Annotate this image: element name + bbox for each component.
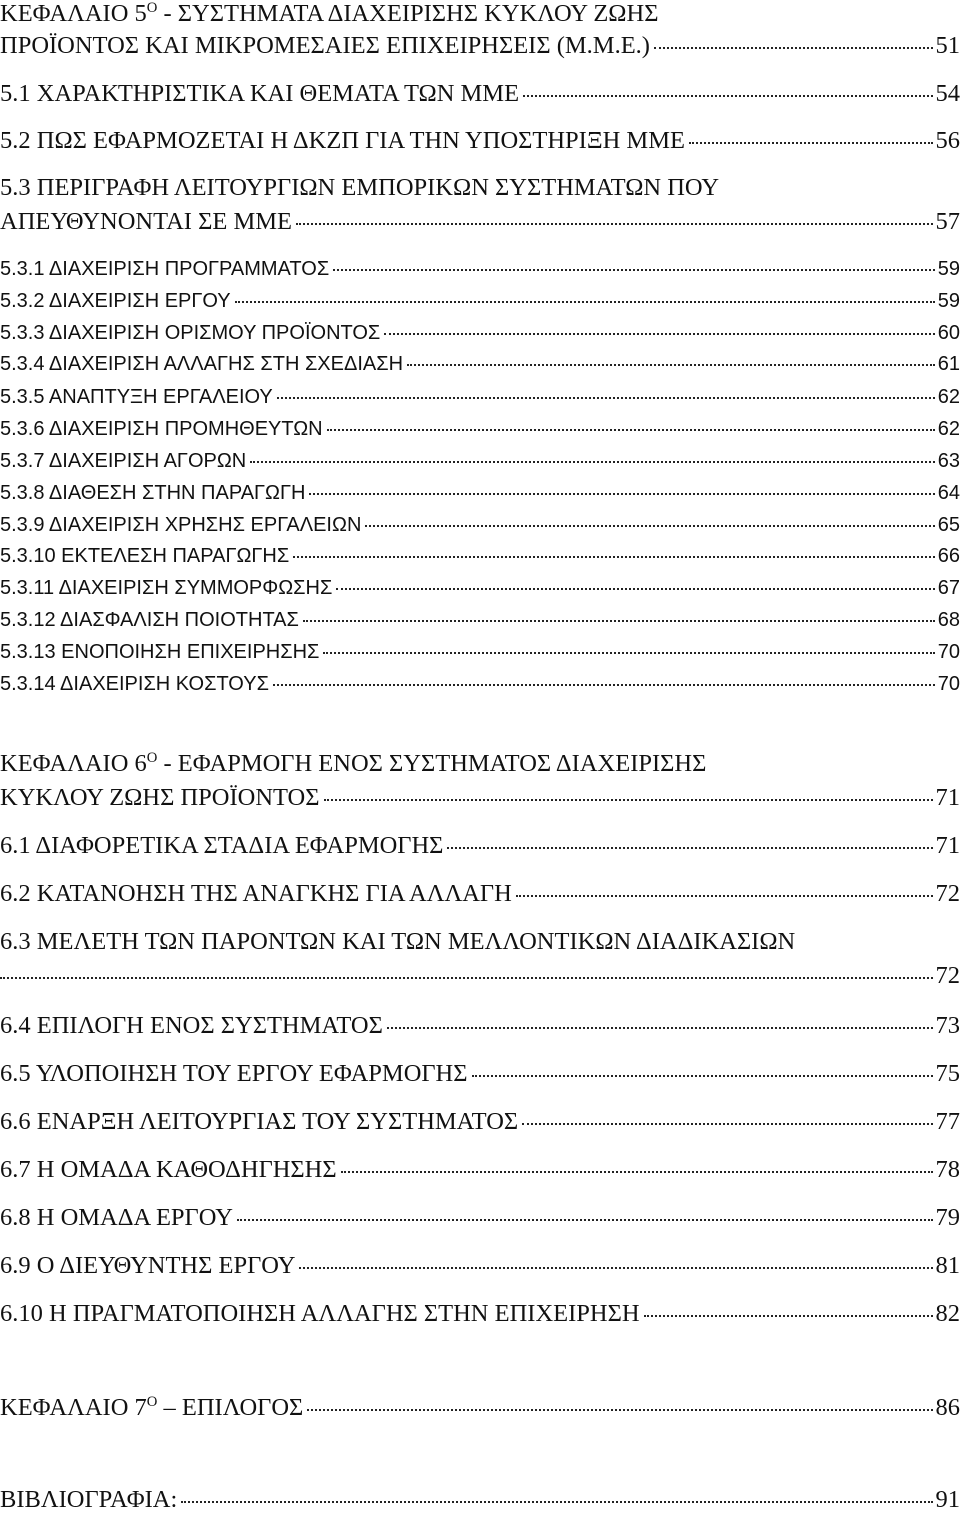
entry-title: 6.2 ΚΑΤΑΝΟΗΣΗ ΤΗΣ ΑΝΑΓΚΗΣ ΓΙΑ ΑΛΛΑΓΗ (0, 880, 512, 907)
toc-entry-6-2[interactable] (0, 880, 960, 908)
dot-leader (250, 461, 935, 463)
page-number: 67 (937, 577, 960, 599)
entry-title: 5.1 ΧΑΡΑΚΤΗΡΙΣΤΙΚΑ ΚΑΙ ΘΕΜΑΤΑ ΤΩΝ ΜΜΕ (0, 80, 520, 107)
page-number: 91 (935, 1486, 960, 1513)
entry-title: 5.3.8 ΔΙΑΘΕΣΗ ΣΤΗΝ ΠΑΡΑΓΩΓΗ (0, 482, 306, 504)
dot-leader (237, 1219, 933, 1221)
entry-title: 5.3.4 ΔΙΑΧΕΙΡΙΣΗ ΑΛΛΑΓΗΣ ΣΤΗ ΣΧΕΔΙΑΣΗ (0, 353, 404, 375)
entry-title: 5.3.11 ΔΙΑΧΕΙΡΙΣΗ ΣΥΜΜΟΡΦΩΣΗΣ (0, 577, 333, 599)
page-number: 78 (935, 1156, 960, 1183)
toc-entry-5-3-10[interactable] (0, 545, 960, 568)
entry-title: 5.3.7 ΔΙΑΧΕΙΡΙΣΗ ΑΓΟΡΩΝ (0, 450, 247, 472)
page-number: 57 (935, 208, 960, 235)
dot-leader (516, 895, 933, 897)
dot-leader (273, 684, 935, 686)
page-number: 59 (937, 258, 960, 280)
dot-leader (336, 588, 934, 590)
toc-entry-6-3-line2[interactable] (0, 962, 960, 990)
dot-leader (307, 1409, 932, 1411)
bibliography-entry[interactable] (0, 1486, 960, 1514)
entry-title: 6.7 Η ΟΜΑΔΑ ΚΑΘΟΔΗΓΗΣΗΣ (0, 1156, 337, 1183)
page-number: 71 (935, 784, 960, 811)
toc-entry-5-3-line1[interactable] (0, 174, 960, 202)
entry-title: 5.3.5 ΑΝΑΠΤΥΞΗ ΕΡΓΑΛΕΙΟΥ (0, 386, 273, 408)
entry-title: 6.6 ΕΝΑΡΞΗ ΛΕΙΤΟΥΡΓΙΑΣ ΤΟΥ ΣΥΣΤΗΜΑΤΟΣ (0, 1108, 519, 1135)
entry-title: 5.3 ΠΕΡΙΓΡΑΦΗ ΛΕΙΤΟΥΡΓΙΩΝ ΕΜΠΟΡΙΚΩΝ ΣΥΣΤΗΜΑΤΩΝ ΠΟΥ (0, 174, 720, 201)
entry-title: 5.3.3 ΔΙΑΧΕΙΡΙΣΗ ΟΡΙΣΜΟΥ ΠΡΟΪΟΝΤΟΣ (0, 322, 381, 344)
toc-entry-6-3-line1[interactable] (0, 928, 960, 956)
page-number: 59 (937, 290, 960, 312)
toc-entry-5-3-9[interactable] (0, 514, 960, 537)
chapter-7-heading: ΚΕΦΑΛΑΙΟ $7^O$ – ΕΠΙΛΟΓΟΣ (0, 1393, 304, 1421)
dot-leader (341, 1171, 933, 1173)
toc-entry-6-8[interactable] (0, 1204, 960, 1232)
toc-entry-5-3-12[interactable] (0, 609, 960, 632)
toc-entry-5-3-1[interactable] (0, 258, 960, 281)
page-number: 66 (937, 545, 960, 567)
toc-entry-6-10[interactable] (0, 1300, 960, 1328)
dot-leader (277, 397, 935, 399)
page-number: 64 (937, 482, 960, 504)
page-number: 81 (935, 1252, 960, 1279)
toc-entry-5-3-line2[interactable] (0, 208, 960, 236)
entry-title: 5.3.12 ΔΙΑΣΦΑΛΙΣΗ ΠΟΙΟΤΗΤΑΣ (0, 609, 299, 631)
entry-title: 5.3.9 ΔΙΑΧΕΙΡΙΣΗ ΧΡΗΣΗΣ ΕΡΓΑΛΕΙΩΝ (0, 514, 362, 536)
page-number: 73 (935, 1012, 960, 1039)
page-number: 86 (935, 1394, 960, 1421)
page-number: 62 (937, 418, 960, 440)
page-number: 79 (935, 1204, 960, 1231)
dot-leader (323, 652, 934, 654)
dot-leader (523, 95, 932, 97)
toc-entry-5-3-4[interactable] (0, 353, 960, 376)
dot-leader (644, 1315, 933, 1317)
page-number: 77 (935, 1108, 960, 1135)
entry-title: 5.3.2 ΔΙΑΧΕΙΡΙΣΗ ΕΡΓΟΥ (0, 290, 231, 312)
toc-entry-6-9[interactable] (0, 1252, 960, 1280)
entry-title: 5.3.14 ΔΙΑΧΕΙΡΙΣΗ ΚΟΣΤΟΥΣ (0, 673, 269, 695)
entry-title: 5.3.6 ΔΙΑΧΕΙΡΙΣΗ ΠΡΟΜΗΘΕΥΤΩΝ (0, 418, 323, 440)
entry-title: 5.3.10 ΕΚΤΕΛΕΣΗ ΠΑΡΑΓΩΓΗΣ (0, 545, 290, 567)
entry-title: 6.10 Η ΠΡΑΓΜΑΤΟΠΟΙΗΣΗ ΑΛΛΑΓΗΣ ΣΤΗΝ ΕΠΙΧΕΙΡΗΣΗ (0, 1300, 640, 1327)
page-number: 56 (935, 127, 960, 154)
chapter-5-heading-cont: ΠΡΟΪΟΝΤΟΣ ΚΑΙ ΜΙΚΡΟΜΕΣΑΙΕΣ ΕΠΙΧΕΙΡΗΣΕΙΣ (Μ.Μ.Ε.) (0, 32, 650, 59)
entry-title: 5.3.1 ΔΙΑΧΕΙΡΙΣΗ ΠΡΟΓΡΑΜΜΑΤΟΣ (0, 258, 330, 280)
dot-leader (181, 1501, 932, 1503)
dot-leader (387, 1027, 933, 1029)
toc-entry-5-1[interactable] (0, 80, 960, 108)
toc-entry-5-3-8[interactable] (0, 482, 960, 505)
chapter-6-heading-cont: ΚΥΚΛΟΥ ΖΩΗΣ ΠΡΟΪΟΝΤΟΣ (0, 784, 320, 811)
page-number: 71 (935, 832, 960, 859)
chapter-5-heading: ΚΕΦΑΛΑΙΟ $5^O$ - ΣΥΣΤΗΜΑΤΑ ΔΙΑΧΕΙΡΙΣΗΣ ΚΥΚΛΟΥ ΖΩΗΣ (0, 0, 659, 27)
page-number: 75 (935, 1060, 960, 1087)
page-number: 70 (937, 673, 960, 695)
dot-leader (309, 493, 934, 495)
page-number: 70 (937, 641, 960, 663)
toc-entry-6-7[interactable] (0, 1156, 960, 1184)
dot-leader (365, 525, 934, 527)
toc-entry-5-3-7[interactable] (0, 450, 960, 473)
dot-leader (689, 142, 933, 144)
toc-entry-5-3-14[interactable] (0, 673, 960, 696)
dot-leader (407, 364, 935, 366)
chapter-5-heading-line2[interactable] (0, 32, 960, 60)
dot-leader (654, 47, 933, 49)
dot-leader (324, 799, 933, 801)
bibliography-heading: ΒΙΒΛΙΟΓΡΑΦΙΑ: (0, 1486, 178, 1513)
dot-leader (522, 1123, 932, 1125)
entry-title: 6.3 ΜΕΛΕΤΗ ΤΩΝ ΠΑΡΟΝΤΩΝ ΚΑΙ ΤΩΝ ΜΕΛΛΟΝΤΙΚΩΝ ΔΙΑΔΙΚΑΣΙΩΝ (0, 928, 796, 955)
page-number: 65 (937, 514, 960, 536)
entry-title: 6.1 ΔΙΑΦΟΡΕΤΙΚΑ ΣΤΑΔΙΑ ΕΦΑΡΜΟΓΗΣ (0, 832, 444, 859)
dot-leader (293, 556, 935, 558)
toc-entry-5-2[interactable] (0, 127, 960, 155)
chapter-5-heading-line1[interactable] (0, 0, 960, 28)
toc-entry-6-4[interactable] (0, 1012, 960, 1040)
page-number: 63 (937, 450, 960, 472)
dot-leader (235, 301, 935, 303)
toc-entry-5-3-3[interactable] (0, 322, 960, 345)
page-number: 72 (935, 880, 960, 907)
entry-title: 6.5 ΥΛΟΠΟΙΗΣΗ ΤΟΥ ΕΡΓΟΥ ΕΦΑΡΜΟΓΗΣ (0, 1060, 468, 1087)
dot-leader (447, 847, 932, 849)
chapter-6-heading-line1[interactable] (0, 750, 960, 778)
chapter-6-heading-line2[interactable] (0, 784, 960, 812)
toc-entry-5-3-11[interactable] (0, 577, 960, 600)
toc-entry-5-3-13[interactable] (0, 641, 960, 664)
dot-leader (472, 1075, 933, 1077)
page-number: 72 (935, 962, 960, 989)
page-number: 60 (937, 322, 960, 344)
entry-title-cont: ΑΠΕΥΘΥΝΟΝΤΑΙ ΣΕ ΜΜΕ (0, 208, 292, 235)
toc-entry-5-3-5[interactable] (0, 386, 960, 409)
entry-title: 6.9 Ο ΔΙΕΥΘΥΝΤΗΣ ΕΡΓΟΥ (0, 1252, 296, 1279)
page-number: 51 (935, 32, 960, 59)
dot-leader (327, 429, 935, 431)
chapter-6-heading: ΚΕΦΑΛΑΙΟ $6^O$ - ΕΦΑΡΜΟΓΗ ΕΝΟΣ ΣΥΣΤΗΜΑΤΟΣ ΔΙΑΧΕΙΡΙΣΗΣ (0, 749, 707, 777)
entry-title: 6.8 Η ΟΜΑΔΑ ΕΡΓΟΥ (0, 1204, 233, 1231)
dot-leader (0, 977, 933, 979)
page-number: 54 (935, 80, 960, 107)
dot-leader (303, 620, 935, 622)
toc-entry-6-6[interactable] (0, 1108, 960, 1136)
page-number: 61 (937, 353, 960, 375)
toc-entry-6-1[interactable] (0, 832, 960, 860)
entry-title: 5.2 ΠΩΣ ΕΦΑΡΜΟΖΕΤΑΙ Η ΔΚΖΠ ΓΙΑ ΤΗΝ ΥΠΟΣΤΗΡΙΞΗ ΜΜΕ (0, 127, 685, 154)
toc-entry-5-3-2[interactable] (0, 290, 960, 313)
toc-entry-5-3-6[interactable] (0, 418, 960, 441)
entry-title: 6.4 ΕΠΙΛΟΓΗ ΕΝΟΣ ΣΥΣΤΗΜΑΤΟΣ (0, 1012, 383, 1039)
page-number: 82 (935, 1300, 960, 1327)
dot-leader (384, 333, 934, 335)
toc-entry-6-5[interactable] (0, 1060, 960, 1088)
dot-leader (333, 269, 935, 271)
dot-leader (299, 1267, 932, 1269)
page-number: 62 (937, 386, 960, 408)
entry-title: 5.3.13 ΕΝΟΠΟΙΗΣΗ ΕΠΙΧΕΙΡΗΣΗΣ (0, 641, 320, 663)
page-number: 68 (937, 609, 960, 631)
dot-leader (296, 223, 933, 225)
chapter-7-entry[interactable] (0, 1394, 960, 1422)
